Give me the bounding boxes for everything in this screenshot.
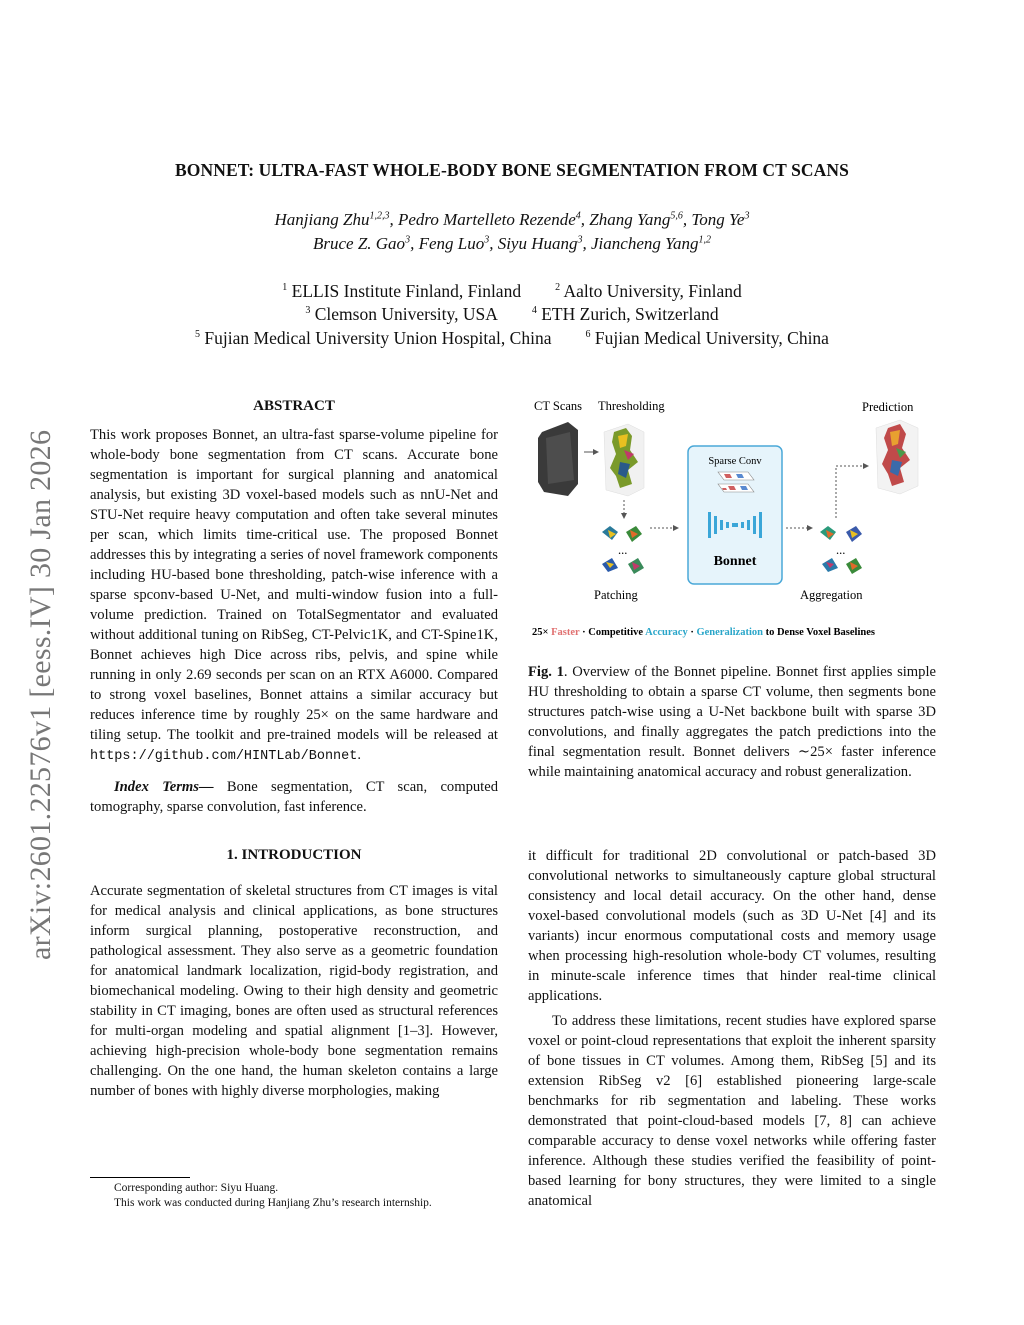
paper-title: BONNET: ULTRA-FAST WHOLE-BODY BONE SEGMENTATION FROM CT SCANS: [175, 160, 849, 180]
abstract-body: [90, 425, 498, 767]
tagline-part-2: · Competitive: [579, 627, 646, 638]
abstract-heading: ABSTRACT: [253, 398, 335, 414]
author-affiliation-sup: 3: [484, 234, 490, 246]
intro-paragraph-2: To address these limitations, recent studies have explored sparse voxel or point-cloud representations that exploit the inherent sparsity of bone tissues in CT volumes. Among them, RibSeg [5] and its extension RibSeg v2 [6] established pioneering large-scale benchmarks for rib segmentation and labeling. These works demonstrated that point-cloud-based models [7, 8] can achieve comparable accuracy to dense voxel networks while offering faster inference. Although these studies verified the feasibility of point-based learning for bony structures, they were limited to a single anatomical: [528, 1013, 936, 1209]
label-ct-scans: CT Scans: [534, 399, 583, 413]
affiliations-row-3: [0, 328, 1024, 349]
affil-text: ETH Zurich, Switzerland: [541, 304, 719, 324]
tagline-part-1: 25×: [532, 627, 552, 638]
intro-paragraph-1: Accurate segmentation of skeletal structures from CT images is vital for medical analysis and clinical applications, as bone structures inform surgical planning, postoperative reconstruction, and pathological assessment. They also serve as a geometric foundation for anatomical landmark localization, rigid-body registration, and biomechanical modeling. Owing to their high density and geometric stability in CT imaging, bones are often used as structural references for multi-organ modeling and spatial alignment [1–3]. However, achieving high-precision whole-body bone segmentation remains challenging. On the one hand, the human skeleton contains a large number of bones with highly diverse morphologies, making: [90, 883, 498, 1099]
thresholded-skeleton-image: [604, 424, 644, 496]
affil-sup: 5: [195, 329, 201, 341]
arrow-aggregation-to-prediction: [836, 466, 868, 518]
affil-text: Fujian Medical University Union Hospital, China: [204, 328, 552, 348]
affiliations-row-1: [0, 281, 1024, 302]
label-sparse-conv: Sparse Conv: [708, 456, 762, 467]
tagline-faster: Faster: [551, 627, 580, 638]
authors-line-1: Hanjiang Zhu$^{1,2,3}$, Pedro Martelleto Rezende$^4$, Zhang Yang$^{5,6}$, Tong Ye$^3$: [274, 210, 750, 229]
tagline-part-4: to Dense Voxel Baselines: [762, 627, 875, 638]
affiliations-row-2: [0, 304, 1024, 325]
arxiv-identifier: arXiv:2601.22576v1 [eess.IV] 30 Jan 2026: [24, 429, 57, 960]
intro-paragraph-1-continued: it difficult for traditional 2D convolutional or patch-based 3D convolutional networks to simultaneously capture global structural consistency and local detail accuracy. On the other hand, dense voxel-based convolutional models (such as 3D U-Net [4] and its variants) incur enormous computational costs and memory usage when processing high-resolution whole-body CT volumes, resulting in minute-scale inference times that hinder real-time clinical applications.: [528, 848, 936, 1004]
affil-sup: 3: [305, 305, 311, 317]
affil-text: Aalto University, Finland: [563, 281, 742, 301]
author-affiliation-sup: 5,6: [670, 210, 683, 222]
patches-ellipsis: ...: [618, 543, 628, 557]
footnotes: [90, 1181, 510, 1211]
figure-caption-label: Fig. 1: [528, 664, 564, 680]
figure-tagline: [532, 627, 875, 638]
author-affiliation-sup: 3: [577, 234, 583, 246]
label-aggregation: Aggregation: [800, 588, 863, 602]
aggregation-ellipsis: ...: [836, 543, 846, 557]
label-thresholding: Thresholding: [598, 399, 665, 413]
author-affiliation-sup: 3: [744, 210, 750, 222]
index-terms-text: Bone segmentation, CT scan, computed tomography, sparse convolution, fast inference.: [90, 779, 498, 815]
abstract-end: .: [357, 747, 361, 763]
introduction-heading: 1. INTRODUCTION: [226, 847, 362, 863]
author-name: Bruce Z. Gao: [312, 234, 406, 253]
abstract-text: This work proposes Bonnet, an ultra-fast sparse-volume pipeline for whole-body bone segmentation from CT scans. Accurate bone segmentation is important for surgical planning and anatomical analysis, but existing 3D voxel-based models such as nnU-Net and STU-Net require heavy computation and often take several minutes per scan, which limits time-critical use. The proposed Bonnet addresses this by integrating a series of novel framework components including HU-based bone thresholding, patch-wise inference with a sparse spconv-based U-Net, and multi-window fusion into a full-volume prediction. Trained on TotalSegmentator and evaluated without additional tuning on RibSeg, CT-Pelvic1K, and CT-Spine1K, Bonnet achieves high Dice across ribs, pelvis, and spine while running in only 2.69 seconds per scan on an RTX A6000. Compared to strong voxel baselines, Bonnet attains a similar accuracy but reduces inference time by roughly 25× on the same hardware and tiling setup. The toolkit and pre-trained models will be released at: [90, 427, 498, 743]
affil-text: ELLIS Institute Finland, Finland: [291, 281, 522, 301]
label-prediction: Prediction: [862, 400, 914, 414]
author-name: Hanjiang Zhu: [274, 210, 370, 229]
affil-text: Fujian Medical University, China: [594, 328, 829, 348]
figure-caption-text: . Overview of the Bonnet pipeline. Bonnet first applies simple HU thresholding to obtain a sparse CT volume, then segments bone structures patch-wise using a U-Net backbone built with sparse 3D convolutions, and finally aggregates the patch predictions into the final segmentation result. Bonnet delivers ∼25× faster inference while maintaining anatomical accuracy and robust generalization.: [528, 664, 936, 780]
tagline-part-3: ·: [687, 627, 697, 638]
author-name: Jiancheng Yang: [591, 234, 699, 253]
author-name: Tong Ye: [691, 210, 745, 229]
index-terms-label: Index Terms—: [114, 779, 214, 795]
footnote-1: Corresponding author: Siyu Huang.: [114, 1182, 279, 1194]
author-affiliation-sup: 3: [405, 234, 411, 246]
author-name: Pedro Martelleto Rezende: [397, 210, 576, 229]
author-name: Feng Luo: [418, 234, 485, 253]
github-link[interactable]: https://github.com/HINTLab/Bonnet: [90, 749, 358, 764]
footnote-rule: [90, 1177, 190, 1178]
index-terms: [90, 777, 498, 817]
author-affiliation-sup: 4: [575, 210, 581, 222]
affil-text: Clemson University, USA: [314, 304, 498, 324]
footnote-2: This work was conducted during Hanjiang Zhu’s research internship.: [114, 1197, 432, 1209]
figure-caption: [528, 662, 936, 782]
tagline-accuracy: Accuracy: [645, 627, 688, 638]
abstract-section: [90, 396, 498, 1101]
prediction-skeleton-image: [876, 420, 918, 494]
intro-continuation: [528, 846, 936, 1211]
bonnet-pipeline-figure: [528, 392, 938, 650]
tagline-generalization: Generalization: [696, 627, 763, 638]
author-affiliation-sup: 1,2,3: [369, 210, 390, 222]
affil-sup: 1: [282, 282, 288, 294]
author-affiliation-sup: 1,2: [698, 234, 712, 246]
affil-sup: 2: [555, 282, 561, 294]
author-name: Zhang Yang: [589, 210, 671, 229]
label-bonnet: Bonnet: [713, 554, 757, 569]
ct-scan-image: [538, 422, 578, 496]
affil-sup: 4: [531, 305, 537, 317]
label-patching: Patching: [594, 588, 638, 602]
affil-sup: 6: [585, 329, 591, 341]
author-name: Siyu Huang: [497, 234, 578, 253]
authors-line-2: Bruce Z. Gao$^3$, Feng Luo$^3$, Siyu Huang$^3$, Jiancheng Yang$^{1,2}$: [312, 234, 712, 253]
